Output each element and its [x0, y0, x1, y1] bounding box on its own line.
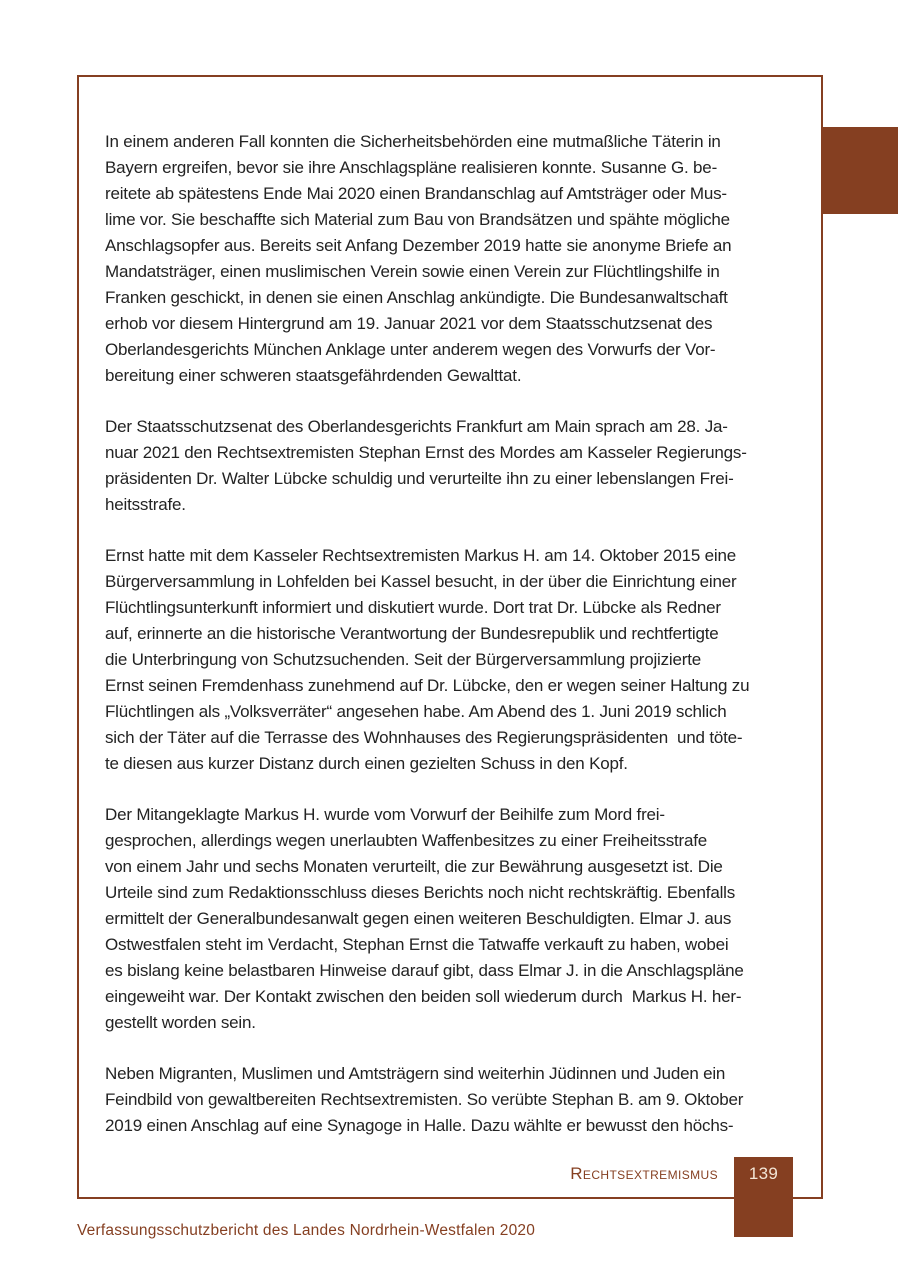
- chapter-side-tab: [822, 127, 898, 214]
- text-line: bereitung einer schweren staatsgefährdenden Gewalttat.: [105, 366, 522, 385]
- text-line: ermittelt der Generalbundesanwalt gegen einen weiteren Beschuldigten. Elmar J. aus: [105, 909, 732, 928]
- paragraph: [105, 543, 803, 777]
- text-line: auf, erinnerte an die historische Verantwortung der Bundesrepublik und rechtfertigte: [105, 624, 719, 643]
- text-line: erhob vor diesem Hintergrund am 19. Januar 2021 vor dem Staatsschutzsenat des: [105, 314, 713, 333]
- paragraph: [105, 802, 803, 1036]
- text-line: eingeweiht war. Der Kontakt zwischen den beiden soll wiederum durch Markus H. her-: [105, 987, 742, 1006]
- text-line: Urteile sind zum Redaktionsschluss dieses Berichts noch nicht rechtskräftig. Ebenfalls: [105, 883, 736, 902]
- text-line: Flüchtlingen als „Volksverräter“ angesehen habe. Am Abend des 1. Juni 2019 schlich: [105, 702, 727, 721]
- text-line: Der Staatsschutzsenat des Oberlandesgerichts Frankfurt am Main sprach am 28. Ja-: [105, 417, 728, 436]
- text-line: Ernst seinen Fremdenhass zunehmend auf Dr. Lübcke, den er wegen seiner Haltung zu: [105, 676, 750, 695]
- text-line: Anschlagsopfer aus. Bereits seit Anfang Dezember 2019 hatte sie anonyme Briefe an: [105, 236, 732, 255]
- text-line: von einem Jahr und sechs Monaten verurteilt, die zur Bewährung ausgesetzt ist. Die: [105, 857, 723, 876]
- text-line: Feindbild von gewaltbereiten Rechtsextremisten. So verübte Stephan B. am 9. Oktober: [105, 1090, 744, 1109]
- text-line: Oberlandesgerichts München Anklage unter anderem wegen des Vorwurfs der Vor-: [105, 340, 716, 359]
- text-line: die Unterbringung von Schutzsuchenden. Seit der Bürgerversammlung projizierte: [105, 650, 701, 669]
- report-footer-title: Verfassungsschutzbericht des Landes Nordrhein-Westfalen 2020: [77, 1222, 536, 1239]
- page-number: 139: [748, 1164, 779, 1183]
- text-line: reitete ab spätestens Ende Mai 2020 einen Brandanschlag auf Amtsträger oder Mus-: [105, 184, 727, 203]
- paragraph: [105, 414, 803, 518]
- paragraph: [105, 1061, 803, 1139]
- footer-section-label: Rechtsextremismus: [570, 1164, 718, 1183]
- text-line: Ostwestfalen steht im Verdacht, Stephan Ernst die Tatwaffe verkauft zu haben, wobei: [105, 935, 729, 954]
- text-line: Ernst hatte mit dem Kasseler Rechtsextremisten Markus H. am 14. Oktober 2015 eine: [105, 546, 737, 565]
- text-line: te diesen aus kurzer Distanz durch einen gezielten Schuss in den Kopf.: [105, 754, 628, 773]
- text-line: lime vor. Sie beschaffte sich Material zum Bau von Brandsätzen und spähte mögliche: [105, 210, 730, 229]
- paragraph: [105, 129, 803, 389]
- text-line: Bayern ergreifen, bevor sie ihre Anschlagspläne realisieren konnte. Susanne G. be-: [105, 158, 718, 177]
- text-line: Neben Migranten, Muslimen und Amtsträgern sind weiterhin Jüdinnen und Juden ein: [105, 1064, 726, 1083]
- article-text: [105, 129, 803, 1139]
- text-line: In einem anderen Fall konnten die Sicherheitsbehörden eine mutmaßliche Täterin in: [105, 132, 721, 151]
- text-line: Flüchtlingsunterkunft informiert und diskutiert wurde. Dort trat Dr. Lübcke als Redner: [105, 598, 721, 617]
- text-line: sich der Täter auf die Terrasse des Wohnhauses des Regierungspräsidenten und töte-: [105, 728, 743, 747]
- page-number-box: [734, 1157, 793, 1237]
- text-line: Der Mitangeklagte Markus H. wurde vom Vorwurf der Beihilfe zum Mord frei-: [105, 805, 665, 824]
- text-line: heitsstrafe.: [105, 495, 186, 514]
- text-line: nuar 2021 den Rechtsextremisten Stephan Ernst des Mordes am Kasseler Regierungs-: [105, 443, 747, 462]
- text-line: gesprochen, allerdings wegen unerlaubten Waffenbesitzes zu einer Freiheitsstrafe: [105, 831, 708, 850]
- text-line: Bürgerversammlung in Lohfelden bei Kassel besucht, in der über die Einrichtung einer: [105, 572, 737, 591]
- text-line: 2019 einen Anschlag auf eine Synagoge in Halle. Dazu wählte er bewusst den höchs-: [105, 1116, 734, 1135]
- text-line: Mandatsträger, einen muslimischen Verein sowie einen Verein zur Flüchtlingshilfe in: [105, 262, 720, 281]
- text-line: gestellt worden sein.: [105, 1013, 256, 1032]
- text-line: Franken geschickt, in denen sie einen Anschlag ankündigte. Die Bundesanwaltschaft: [105, 288, 728, 307]
- text-line: präsidenten Dr. Walter Lübcke schuldig und verurteilte ihn zu einer lebenslangen Frei-: [105, 469, 734, 488]
- content-frame: [77, 75, 823, 1199]
- text-line: es bislang keine belastbaren Hinweise darauf gibt, dass Elmar J. in die Anschlagspläne: [105, 961, 744, 980]
